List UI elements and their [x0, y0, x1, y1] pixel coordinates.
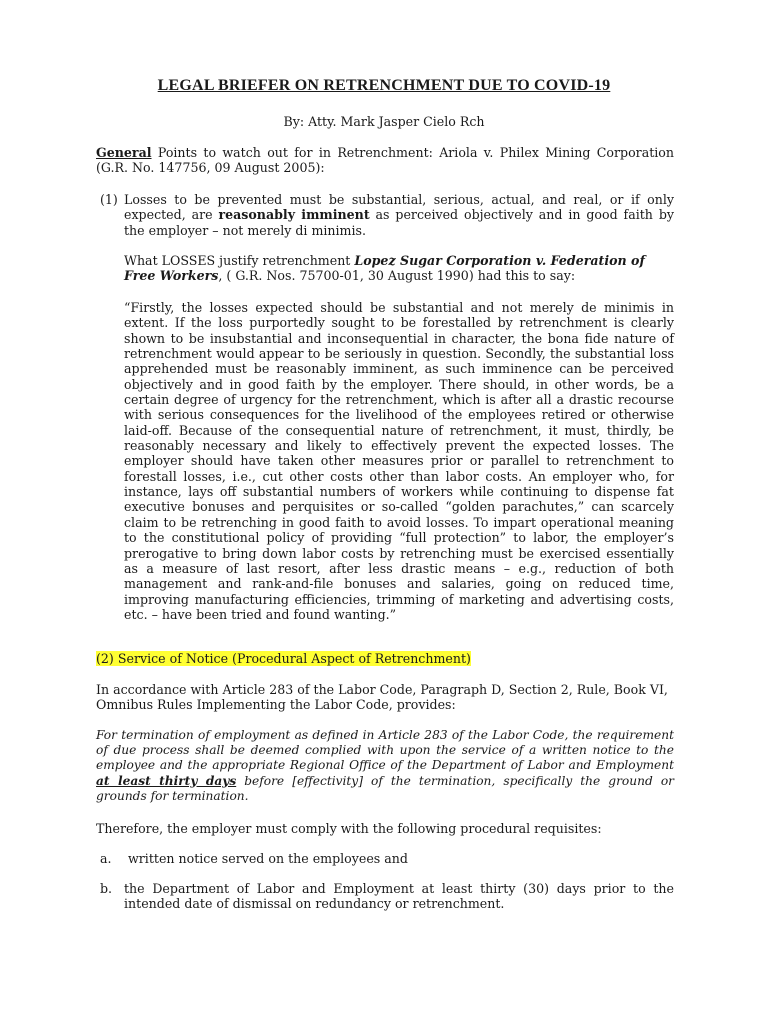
point-2-label: Service of Notice (Procedural Aspect of Retrenchment)	[117, 651, 471, 666]
therefore-paragraph: Therefore, the employer must comply with the following procedural requisites:	[96, 821, 602, 836]
losses-paragraph	[124, 253, 674, 284]
point-2-highlight	[96, 651, 471, 666]
point-1-number: (1)	[100, 192, 118, 207]
case-name: Lopez Sugar Corporation v. Federation of Free Workers	[124, 253, 645, 284]
point-1-text	[124, 192, 674, 238]
general-label: General	[96, 145, 152, 160]
general-text: Points to watch out for in Retrenchment: Ariola v. Philex Mining Corporation (G.R. No. 147756, 09 August 2005):	[96, 145, 674, 176]
point-1-text-a: Losses to be prevented must be substantial, serious, actual, and real, or if only expected, are	[124, 192, 674, 223]
point-2-number: (2)	[96, 651, 114, 666]
document-title: LEGAL BRIEFER ON RETRENCHMENT DUE TO COVID-19	[157, 77, 611, 94]
rule-text-b: before [effectivity] of the termination, specifically the ground or grounds for termination.	[96, 773, 674, 803]
general-paragraph	[96, 145, 674, 176]
requisite-a-marker: a.	[100, 851, 112, 866]
point-2-heading	[96, 651, 674, 666]
rule-text-a: For termination of employment as defined in Article 283 of the Labor Code, the requirement of due process shall be deemed complied with upon the service of a written notice to the employee and the appropriate Regional Office of the Department of Labor and Employment	[96, 728, 674, 773]
point-1-bold: reasonably imminent	[218, 207, 370, 223]
author-line: By: Atty. Mark Jasper Cielo Rch	[283, 114, 485, 129]
losses-intro: What LOSSES justify retrenchment	[124, 253, 355, 268]
case-quote: “Firstly, the losses expected should be substantial and not merely de minimis in extent. If the loss purportedly sought to be forestalled by retrenchment is clearly shown to be insubstantial and inconsequential in character, the bona fide nature of retrenchment would appear to be seriously in question. Secondly, the substantial loss apprehended must be reasonably imminent, as such imminence can be perceived objectively and in good faith by the employer. There should, in other words, be a certain degree of urgency for the retrenchment, which is after all a drastic recourse with serious consequences for the livelihood of the employees retired or otherwise laid-off. Because of the consequential nature of retrenchment, it must, thirdly, be reasonably necessary and likely to effectively prevent the expected losses. The employer should have taken other measures prior or parallel to retrenchment to forestall losses, i.e., cut other costs other than labor costs. An employer who, for instance, lays off substantial numbers of workers while continuing to dispense fat executive bonuses and perquisites or so-called “golden parachutes,” can scarcely claim to be retrenching in good faith to avoid losses. To impart operational meaning to the constitutional policy of providing “full protection” to labor, the employer’s prerogative to bring down labor costs by retrenching must be exercised essentially as a measure of last resort, after less drastic means – e.g., reduction of both management and rank-and-file bonuses and salaries, going on reduced time, improving manufacturing efficiencies, trimming of marketing and advertising costs, etc. – have been tried and found wanting.”	[124, 300, 674, 622]
rule-emphasis: at least thirty days	[96, 773, 237, 788]
requisite-b-marker: b.	[100, 881, 113, 896]
case-citation: , ( G.R. Nos. 75700-01, 30 August 1990) had this to say:	[218, 268, 576, 284]
rule-quote	[96, 728, 674, 804]
requisite-b-text: the Department of Labor and Employment at least thirty (30) days prior to the intended date of dismissal on redundancy or retrenchment.	[124, 881, 674, 912]
accordance-paragraph: In accordance with Article 283 of the Labor Code, Paragraph D, Section 2, Rule, Book VI, Omnibus Rules Implementing the Labor Code, provides:	[96, 682, 668, 713]
requisite-a-text: written notice served on the employees and	[128, 851, 408, 866]
point-1-text-b: as perceived objectively and in good faith by the employer – not merely di minimis.	[124, 207, 674, 238]
